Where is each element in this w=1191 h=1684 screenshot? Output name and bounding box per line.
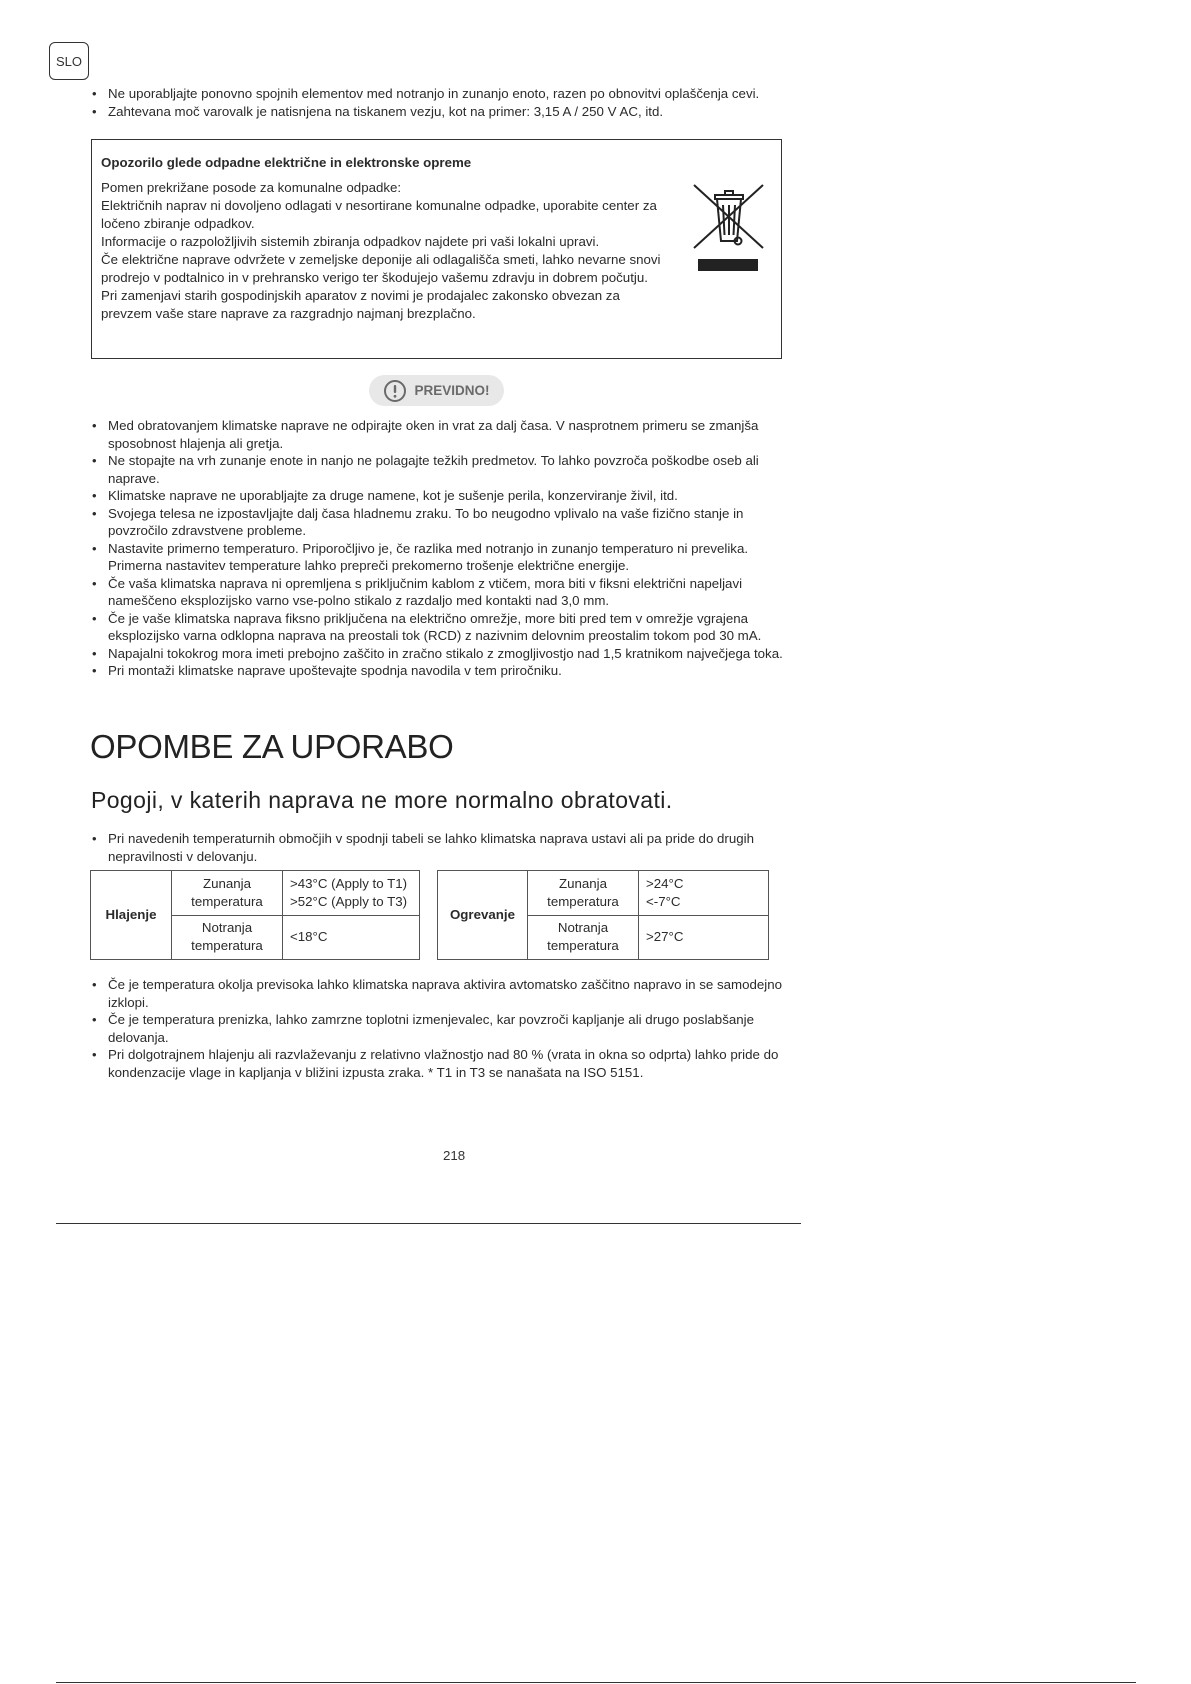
label-line: temperatura xyxy=(191,938,263,954)
list-item: • Zahtevana moč varovalk je natisnjena na tiskanem vezju, kot na primer: 3,15 A / 250 V AC, itd. xyxy=(91,103,791,121)
list-item: • Če vaša klimatska naprava ni opremljena s priključnim kablom z vtičem, mora biti v fiksni električni napeljavi nameščeno eksplozijsko varno vse-polno stikalo z razdaljo med kontakti nad 3,0 mm. xyxy=(91,575,791,610)
list-item: • Klimatske naprave ne uporabljajte za druge namene, kot je sušenje perila, konzerviranje živil, itd. xyxy=(91,487,791,505)
weee-notice-title: Opozorilo glede odpadne električne in elektronske opreme xyxy=(101,155,472,170)
label-cell xyxy=(172,871,283,916)
list-item: • Napajalni tokokrog mora imeti prebojno zaščito in zračno stikalo z zmogljivostjo nad 1,5 kratnikom največjega toka. xyxy=(91,645,791,663)
cooling-conditions-table xyxy=(90,870,420,960)
list-item: • Če je temperatura okolja previsoka lahko klimatska naprava aktivira avtomatsko zaščitno napravo in se samodejno izklopi. xyxy=(91,976,791,1011)
list-item: • Pri dolgotrajnem hlajenju ali razvlaževanju z relativno vlažnostjo nad 80 % (vrata in okna so odprta) lahko pride do kondenzacije vlage in kapljanja v bližini izpusta zraka. * T1 in T3 se nanašata na ISO 5151. xyxy=(91,1046,791,1081)
label-cell xyxy=(172,915,283,960)
value-cell xyxy=(283,915,420,960)
label-cell xyxy=(528,915,639,960)
caution-label: PREVIDNO! xyxy=(414,383,490,398)
label-line: temperatura xyxy=(547,938,619,954)
mode-cell: Ogrevanje xyxy=(438,871,528,960)
list-item: • Ne stopajte na vrh zunanje enote in nanjo ne polagajte težkih predmetov. To lahko povzroča poškodbe oseb ali naprave. xyxy=(91,452,791,487)
weee-paragraph: Pri zamenjavi starih gospodinjskih aparatov z novimi je prodajalec zakonsko obvezan za prevzem vaše stare naprave za razgradnjo najmanj brezplačno. xyxy=(101,288,620,321)
caution-list xyxy=(91,417,791,680)
list-item: • Če je vaše klimatska naprava fiksno priključena na električno omrežje, more biti pred tem v omrežje vgrajena eksplozijsko varna odklopna naprava na preostali tok (RCD) z nazivnim delovnim preostalim tokom pod 30 mA. xyxy=(91,610,791,645)
usage-intro-list xyxy=(91,830,791,865)
list-item: • Ne uporabljajte ponovno spojnih elementov med notranjo in zunanjo enoto, razen po obnovitvi oplaščenja cevi. xyxy=(91,85,791,103)
label-line: temperatura xyxy=(547,893,619,909)
weee-paragraph: Informacije o razpoložljivih sistemih zbiranja odpadkov najdete pri vaši lokalni upravi. xyxy=(101,234,600,249)
table-row xyxy=(438,871,769,916)
exclamation-circle-icon xyxy=(383,379,407,403)
caution-badge xyxy=(369,375,504,406)
weee-notice-text xyxy=(101,179,669,323)
usage-notes-list xyxy=(91,976,791,1081)
label-cell xyxy=(528,871,639,916)
label-line: Notranja xyxy=(557,920,609,936)
list-item: • Če je temperatura prenizka, lahko zamrzne toplotni izmenjevalec, kar povzroči kapljanje ali drugo poslabšanje delovanja. xyxy=(91,1011,791,1046)
value-cell xyxy=(639,915,769,960)
list-item: • Pri navedenih temperaturnih območjih v spodnji tabeli se lahko klimatska naprava ustavi ali pa pride do drugih nepravilnosti v delovanju. xyxy=(91,830,791,865)
list-item: • Med obratovanjem klimatske naprave ne odpirajte oken in vrat za dalj časa. V nasprotnem primeru se zmanjša sposobnost hlajenja ali gretja. xyxy=(91,417,791,452)
crossed-out-wheelie-bin-icon xyxy=(692,183,766,275)
page-number: 218 xyxy=(443,1148,466,1163)
value-cell xyxy=(639,871,769,916)
weee-paragraph: Če električne naprave odvržete v zemeljske deponije ali odlagališča smeti, lahko nevarne snovi prodrejo v podtalnico in v prehransko verigo ter škodujejo vašemu zdravju in dobrem počutju. xyxy=(101,252,661,285)
section-subtitle: Pogoji, v katerih naprava ne more normalno obratovati. xyxy=(91,787,673,813)
weee-paragraph: Pomen prekrižane posode za komunalne odpadke: xyxy=(101,180,402,195)
label-line: Notranja xyxy=(201,920,253,936)
list-item: • Nastavite primerno temperaturo. Priporočljivo je, če razlika med notranjo in zunanjo temperaturo ni prevelika. Primerna nastavitev temperature lahko prepreči prekomerno trošenje električne energije. xyxy=(91,540,791,575)
label-line: temperatura xyxy=(191,893,263,909)
value-line: >24°C xyxy=(646,875,684,891)
value-line: >43°C (Apply to T1) xyxy=(290,875,408,891)
top-notes-list xyxy=(91,85,791,120)
value-line: >52°C (Apply to T3) xyxy=(290,893,408,909)
value-cell xyxy=(283,871,420,916)
value-line: <18°C xyxy=(290,929,328,945)
divider xyxy=(56,1223,801,1224)
mode-cell: Hlajenje xyxy=(91,871,172,960)
list-item: • Pri montaži klimatske naprave upoštevajte spodnja navodila v tem priročniku. xyxy=(91,662,791,680)
label-line: Zunanja xyxy=(202,875,252,891)
list-item: • Svojega telesa ne izpostavljajte dalj časa hladnemu zraku. To bo neugodno vplivalo na vaše fizično stanje in povzročilo zdravstvene probleme. xyxy=(91,505,791,540)
table-row xyxy=(91,871,420,916)
divider xyxy=(56,1682,1136,1683)
label-line: Zunanja xyxy=(558,875,608,891)
language-tab: SLO xyxy=(49,42,89,80)
value-line: >27°C xyxy=(646,929,684,945)
value-line: <-7°C xyxy=(646,893,681,909)
weee-paragraph: Električnih naprav ni dovoljeno odlagati v nesortirane komunalne odpadke, uporabite center za ločeno zbiranje odpadkov. xyxy=(101,198,657,231)
weee-notice-box xyxy=(91,139,782,359)
heating-conditions-table xyxy=(437,870,769,960)
section-title: OPOMBE ZA UPORABO xyxy=(90,728,454,765)
